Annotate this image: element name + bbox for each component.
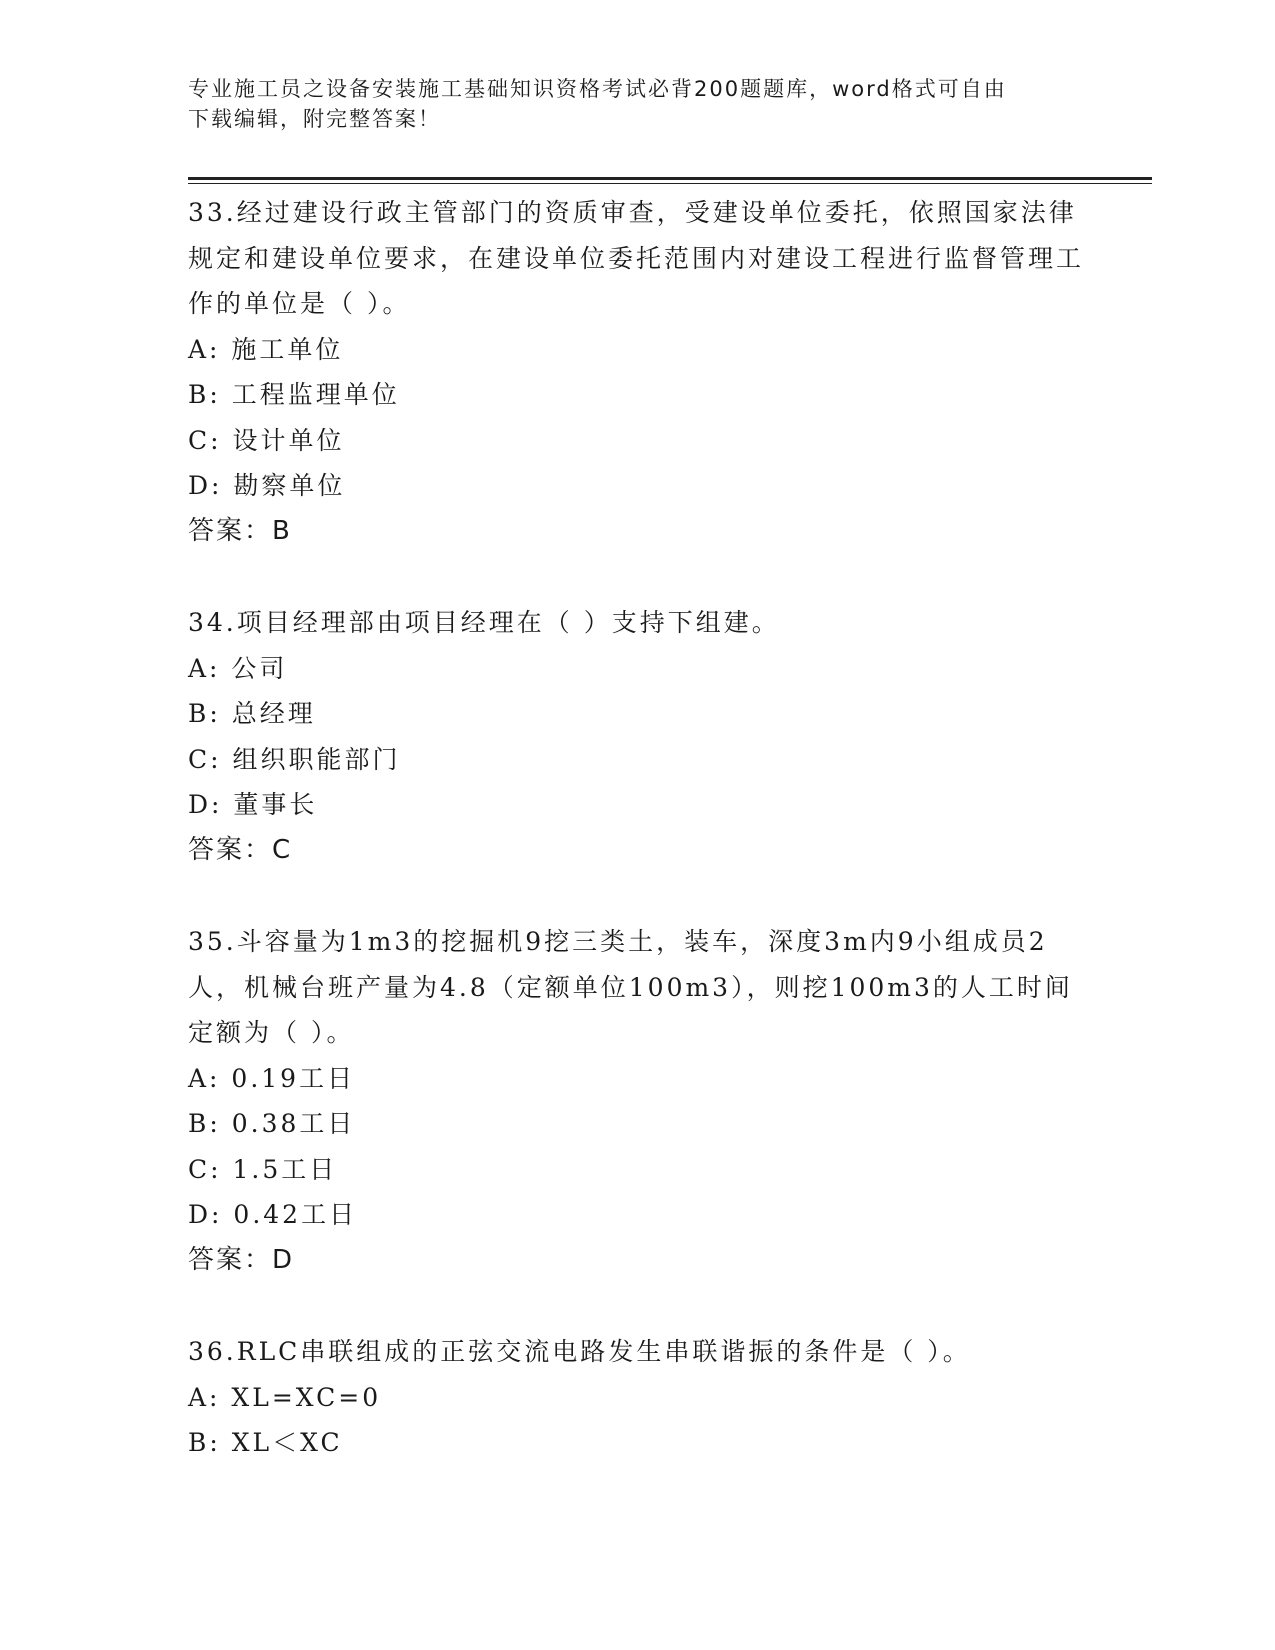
answer-label: 答案：B	[188, 515, 292, 546]
option-a: A: XL=XC=0	[188, 1382, 382, 1412]
question-35	[188, 919, 1088, 1283]
answer-label: 答案：D	[188, 1244, 295, 1275]
option-a: A: 0.19工日	[188, 1063, 356, 1093]
option-a: A: 公司	[188, 653, 288, 683]
question-text: 34.项目经理部由项目经理在（ ）支持下组建。	[188, 608, 780, 637]
option-b: B: XL＜XC	[188, 1428, 343, 1457]
question-33	[188, 190, 1088, 554]
question-text: 33.经过建设行政主管部门的资质审查，受建设单位委托，依照国家法律规定和建设单位要求，在建设单位委托范围内对建设工程进行监督管理工作的单位是（ ）。	[188, 198, 1085, 318]
option-b: B: 工程监理单位	[188, 380, 400, 409]
header-line-2: 下载编辑，附完整答案！	[188, 107, 441, 131]
document-header	[188, 74, 1088, 134]
question-text: 36.RLC串联组成的正弦交流电路发生串联谐振的条件是（ ）。	[188, 1337, 971, 1366]
option-d: D: 董事长	[188, 790, 318, 819]
option-b: B: 总经理	[188, 699, 316, 728]
option-a: A: 施工单位	[188, 334, 344, 364]
header-divider-thick	[188, 177, 1152, 180]
answer-label: 答案：C	[188, 834, 293, 865]
option-c: C: 设计单位	[188, 425, 345, 455]
header-divider-thin	[188, 183, 1152, 184]
question-36	[188, 1329, 1088, 1466]
question-text: 35.斗容量为1m3的挖掘机9挖三类土，装车，深度3m内9小组成员2人，机械台班产量为4.8（定额单位100m3），则挖100m3的人工时间定额为（ ）。	[188, 927, 1073, 1047]
option-c: C: 组织职能部门	[188, 744, 401, 774]
option-b: B: 0.38工日	[188, 1109, 356, 1138]
option-c: C: 1.5工日	[188, 1154, 338, 1184]
question-list	[188, 190, 1088, 1512]
option-d: D: 0.42工日	[188, 1200, 358, 1229]
question-34	[188, 600, 1088, 873]
option-d: D: 勘察单位	[188, 471, 346, 500]
header-line-1: 专业施工员之设备安装施工基础知识资格考试必背200题题库，word格式可自由	[188, 77, 1007, 101]
